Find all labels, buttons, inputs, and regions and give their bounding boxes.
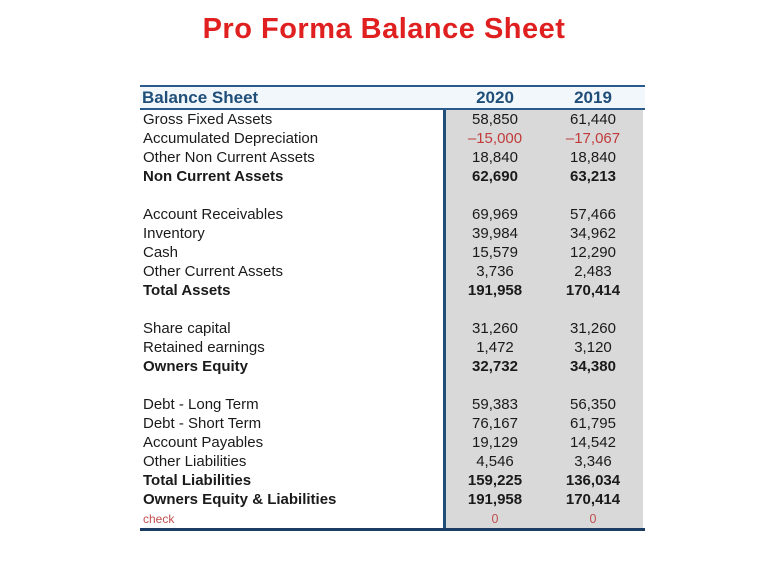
spacer-row [140,300,645,319]
table-row [140,452,645,471]
table-row [140,148,645,167]
cell-2019: –17,067 [565,130,621,147]
row-label: Account Payables [143,434,264,451]
table-row [140,395,645,414]
table-row [140,110,645,129]
table-row [140,319,645,338]
table-row [140,262,645,281]
row-label: Inventory [143,225,205,242]
row-label: Debt - Long Term [143,396,259,413]
cell-2019: 170,414 [565,491,621,508]
cell-2019: 34,380 [570,358,616,375]
row-label: Other Current Assets [143,263,284,280]
table-row [140,224,645,243]
cell-2019: 56,350 [570,396,616,413]
cell-2019: 2,483 [574,263,612,280]
row-label: Other Liabilities [143,453,247,470]
table-row [140,433,645,452]
cell-2020: 4,546 [476,453,514,470]
table-row [140,414,645,433]
cell-2020: 39,984 [472,225,518,242]
cell-2019: 57,466 [570,206,616,223]
header-year-2020: 2020 [476,87,514,107]
table-header-row [140,87,645,108]
row-label: Accumulated Depreciation [143,130,319,147]
page-title: Pro Forma Balance Sheet [202,13,566,45]
row-label: Cash [143,244,179,261]
table-row [140,167,645,186]
row-label: Share capital [143,320,231,337]
table-row [140,205,645,224]
cell-2020: 31,260 [472,320,518,337]
cell-2019: 12,290 [570,244,616,261]
cell-2019: 3,120 [574,339,612,356]
cell-2019: 63,213 [570,168,616,185]
cell-2019: 18,840 [570,149,616,166]
cell-2020: 191,958 [467,282,523,299]
row-label: Total Liabilities [143,472,252,489]
spacer-row [140,376,645,395]
row-label: Other Non Current Assets [143,149,315,166]
row-label: Gross Fixed Assets [143,111,273,128]
row-label: Retained earnings [143,339,265,356]
table-row [140,357,645,376]
cell-2019: 136,034 [565,472,621,489]
cell-2020: 76,167 [472,415,518,432]
row-label: Total Assets [143,282,231,299]
cell-2019: 170,414 [565,282,621,299]
row-label: Account Receivables [143,206,284,223]
cell-2019: 61,440 [570,111,616,128]
cell-2020: 58,850 [472,111,518,128]
cell-2019: 0 [589,511,597,526]
row-label: Non Current Assets [143,168,284,185]
table-body [140,110,645,531]
table-row [140,509,645,528]
header-balance-sheet: Balance Sheet [142,87,259,107]
cell-2020: 3,736 [476,263,514,280]
row-label: Debt - Short Term [143,415,262,432]
row-label: Owners Equity [143,358,249,375]
cell-2020: 15,579 [472,244,518,261]
cell-2020: 69,969 [472,206,518,223]
cell-2020: 19,129 [472,434,518,451]
cell-2020: 0 [491,511,499,526]
cell-2020: 1,472 [476,339,514,356]
table-row [140,281,645,300]
cell-2020: 191,958 [467,491,523,508]
row-label: Owners Equity & Liabilities [143,491,337,508]
table-row [140,243,645,262]
cell-2020: 62,690 [472,168,518,185]
cell-2019: 34,962 [570,225,616,242]
table-row [140,471,645,490]
header-year-2019: 2019 [574,87,612,107]
spacer-row [140,186,645,205]
cell-2019: 14,542 [570,434,616,451]
cell-2020: 159,225 [467,472,523,489]
table-row [140,338,645,357]
cell-2019: 31,260 [570,320,616,337]
table-row [140,490,645,509]
cell-2020: 59,383 [472,396,518,413]
table-row [140,129,645,148]
row-label: check [143,511,175,526]
balance-sheet-table [140,85,645,531]
cell-2019: 61,795 [570,415,616,432]
cell-2020: –15,000 [467,130,523,147]
cell-2019: 3,346 [574,453,612,470]
cell-2020: 18,840 [472,149,518,166]
cell-2020: 32,732 [472,358,518,375]
